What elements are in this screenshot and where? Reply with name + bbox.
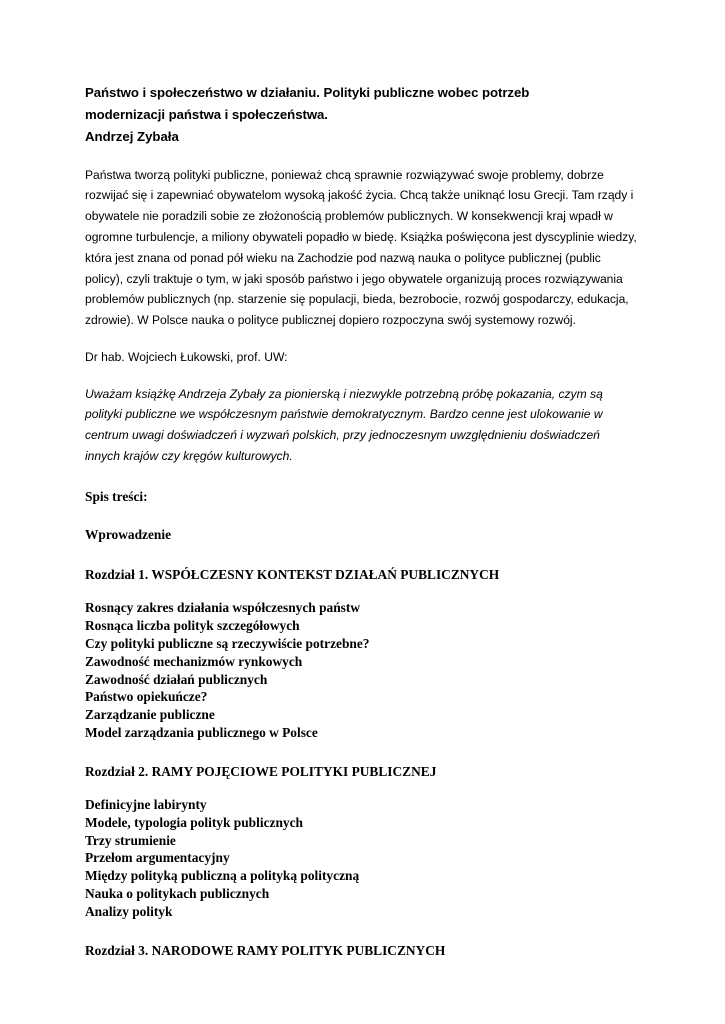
list-item: Zawodność mechanizmów rynkowych bbox=[85, 653, 303, 669]
list-item: Czy polityki publiczne są rzeczywiście potrzebne? bbox=[85, 635, 370, 651]
list-item: Między polityką publiczną a polityką polityczną bbox=[85, 868, 360, 884]
chapter-2-heading: Rozdział 2. RAMY POJĘCIOWE POLITYKI PUBLICZNEJ bbox=[85, 763, 437, 779]
list-item: Definicyjne labirynty bbox=[85, 796, 207, 812]
list-item: Państwo opiekuńcze? bbox=[85, 689, 208, 705]
list-item: Rosnący zakres działania współczesnych państw bbox=[85, 600, 361, 616]
list-item: Modele, typologia polityk publicznych bbox=[85, 814, 303, 830]
chapter-1-heading: Rozdział 1. WSPÓŁCZESNY KONTEKST DZIAŁAŃ PUBLICZNYCH bbox=[85, 567, 500, 583]
title-line-2: modernizacji państwa i społeczeństwa. bbox=[85, 107, 328, 123]
document-author: Andrzej Zybała bbox=[85, 129, 179, 145]
list-item: Przełom argumentacyjny bbox=[85, 850, 230, 866]
toc-heading: Spis treści: bbox=[85, 488, 148, 504]
reviewer-line: Dr hab. Wojciech Łukowski, prof. UW: bbox=[85, 349, 288, 364]
list-item: Nauka o politykach publicznych bbox=[85, 886, 270, 902]
list-item: Analizy polityk bbox=[85, 903, 173, 919]
toc-item-wprowadzenie: Wprowadzenie bbox=[85, 526, 172, 542]
chapter-2-items bbox=[85, 796, 637, 921]
chapter-1-items bbox=[85, 599, 637, 742]
list-item: Trzy strumienie bbox=[85, 832, 176, 848]
chapter-3-heading: Rozdział 3. NARODOWE RAMY POLITYK PUBLICZNYCH bbox=[85, 942, 446, 958]
list-item: Model zarządzania publicznego w Polsce bbox=[85, 725, 318, 740]
review-quote: Uważam książkę Andrzeja Zybały za pionierską i niezwykle potrzebną próbę pokazania, czym są polityki publiczne we współczesnym państwie demokratycznym. Bardzo cenne jest ulokowanie w centrum uwagi doświadczeń i wyzwań polskich, przy jednoczesnym uwzględnieniu doświadczeń innych krajów czy kręgów kulturowych. bbox=[85, 386, 603, 464]
list-item: Zarządzanie publiczne bbox=[85, 707, 215, 723]
document-title bbox=[85, 82, 637, 126]
list-item: Rosnąca liczba polityk szczegółowych bbox=[85, 618, 300, 634]
intro-paragraph: Państwa tworzą polityki publiczne, ponieważ chcą sprawnie rozwiązywać swoje problemy, dobrze rozwijać się i zapewniać obywatelom wysoką jakość życia. Chcą także uniknąć losu Grecji. Tam rządy i obywatele nie poradzili sobie ze złożonością problemów publicznych. W konsekwencji kraj wpadł w ogromne turbulencje, a miliony obywateli popadło w biedę. Książka poświęcona jest dyscyplinie wiedzy, która jest znana od ponad pół wieku na Zachodzie pod nazwą nauka o polityce publicznej (public policy), czyli traktuje o tym, w jaki sposób państwo i jego obywatele organizują proces rozwiązywania problemów publicznych (np. starzenie się populacji, bieda, bezrobocie, rozwój gospodarczy, edukacja, zdrowie). W Polsce nauka o polityce publicznej dopiero rozpoczyna swój systemowy rozwój. bbox=[85, 167, 637, 328]
title-line-1: Państwo i społeczeństwo w działaniu. Polityki publiczne wobec potrzeb bbox=[85, 85, 530, 100]
list-item: Zawodność działań publicznych bbox=[85, 671, 268, 687]
